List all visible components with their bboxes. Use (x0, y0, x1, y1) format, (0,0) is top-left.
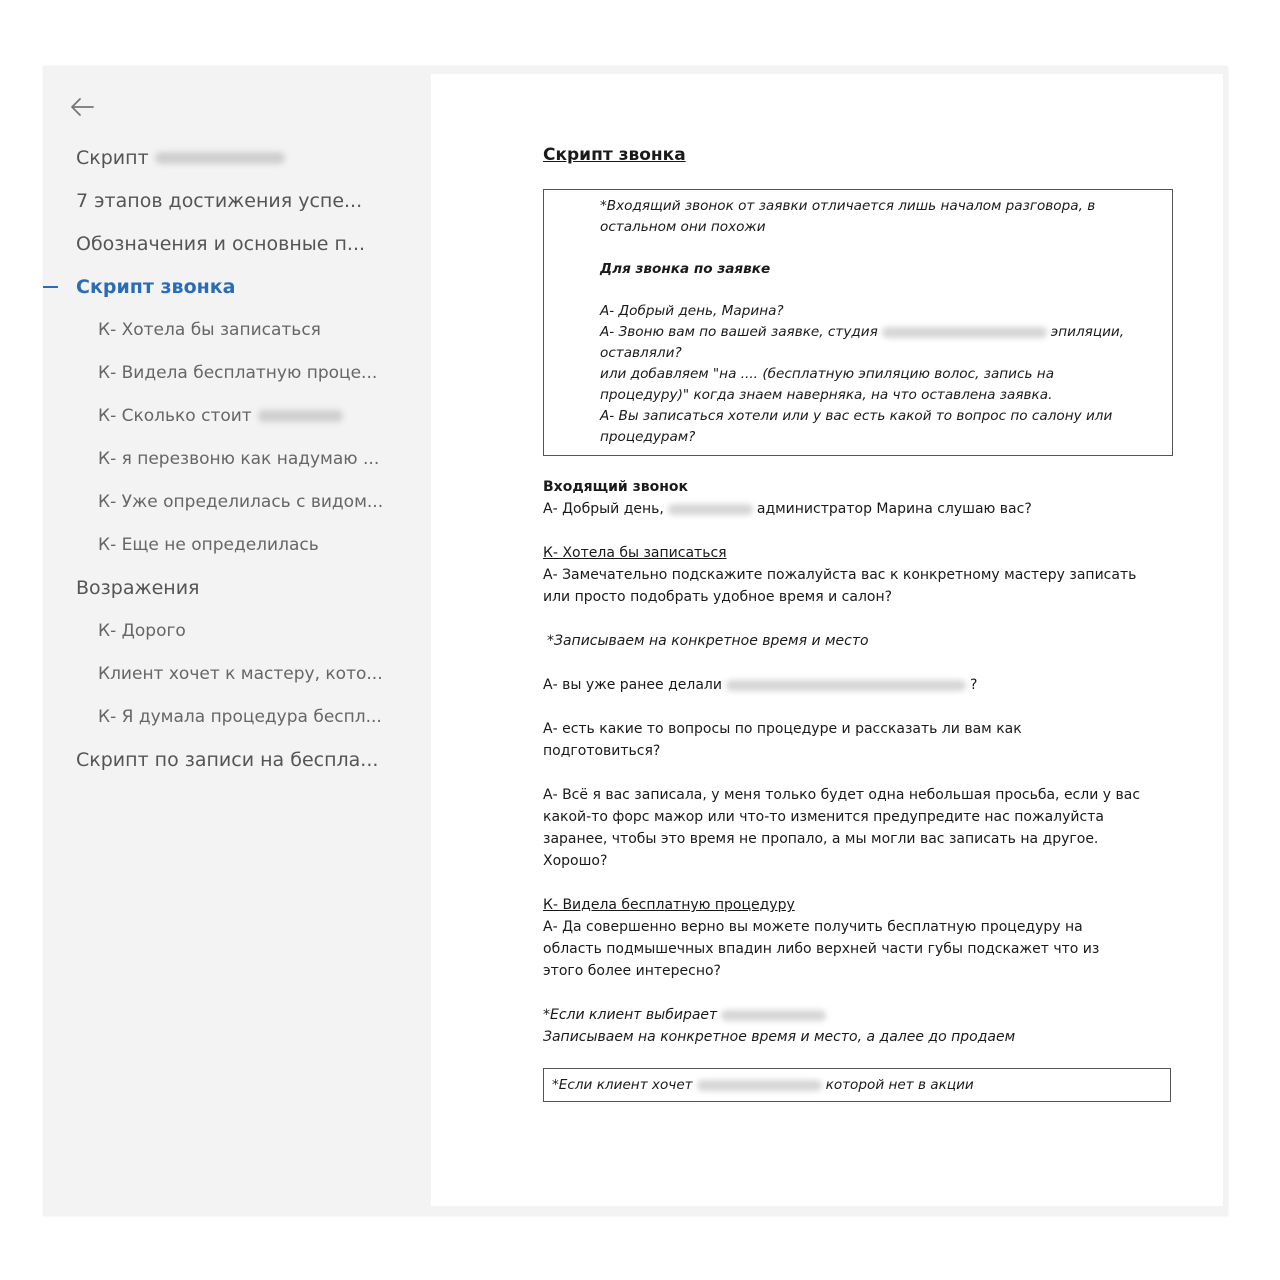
doc-text: ? (969, 677, 978, 693)
sidebar-outline (43, 66, 431, 1216)
doc-line: или просто подобрать удобное время и салон? (543, 589, 893, 605)
outline-item-label: Скрипт (76, 146, 149, 169)
outline-item-not-decided[interactable] (43, 523, 431, 566)
section-heading: Входящий звонок (543, 479, 688, 495)
outline-item-decided[interactable] (43, 480, 431, 523)
outline-item-objections[interactable] (43, 566, 431, 609)
doc-line: область подмышечных впадин либо верхней части губы подскажет что из (543, 941, 1100, 957)
doc-title: Скрипт звонка (543, 145, 686, 165)
outline-item-label: К- Сколько стоит (98, 405, 252, 426)
outline-item-label: К- Хотела бы записаться (98, 319, 321, 340)
outline-item-label: Скрипт по записи на беспла... (76, 748, 379, 771)
note-line: или добавляем "на .... (бесплатную эпиляцию волос, запись на (600, 366, 1055, 382)
note-line: А- Добрый день, Марина? (600, 303, 784, 319)
note-box (543, 189, 1173, 456)
outline-list (43, 136, 431, 781)
outline-item-label: Обозначения и основные п... (76, 232, 366, 255)
doc-text: которой нет в акции (825, 1077, 974, 1093)
note-line: процедурам? (600, 429, 696, 445)
section-heading: К- Видела бесплатную процедуру (543, 897, 795, 913)
doc-note: Записываем на конкретное время и место, а далее до продаем (543, 1029, 1016, 1045)
outline-item-label: 7 этапов достижения успе... (76, 189, 363, 212)
outline-item-label: К- Видела бесплатную проце... (98, 362, 378, 383)
redacted-text (668, 504, 753, 515)
note-line: А- Вы записаться хотели или у вас есть какой то вопрос по салону или (600, 408, 1113, 424)
note-text: А- Звоню вам по вашей заявке, студия (600, 324, 878, 340)
section-incoming (543, 476, 1173, 1048)
doc-text: А- Добрый день, (543, 501, 664, 517)
app-window (43, 66, 1228, 1216)
doc-line: Хорошо? (543, 853, 608, 869)
redacted-text (726, 680, 966, 691)
arrow-left-icon (69, 97, 95, 117)
outline-item-label: К- Уже определилась с видом... (98, 491, 384, 512)
outline-item-want-to-book[interactable] (43, 308, 431, 351)
doc-line: этого более интересно? (543, 963, 721, 979)
doc-line (543, 674, 1173, 696)
doc-line: заранее, чтобы это время не пропало, а мы могли вас записать на другое. (543, 831, 1099, 847)
doc-note (543, 1004, 1173, 1026)
doc-text: *Если клиент хочет (552, 1077, 693, 1093)
doc-note: *Записываем на конкретное время и место (547, 633, 869, 649)
outline-item-7-stages[interactable] (43, 179, 431, 222)
outline-item-label: Клиент хочет к мастеру, кото... (98, 663, 383, 684)
outline-item-notation[interactable] (43, 222, 431, 265)
back-button[interactable] (67, 94, 97, 120)
outline-item-label: К- Дорого (98, 620, 186, 641)
redacted-text (258, 410, 343, 422)
doc-text: администратор Марина слушаю вас? (756, 501, 1032, 517)
outline-item-thought-free[interactable] (43, 695, 431, 738)
outline-item-free-booking-script[interactable] (43, 738, 431, 781)
doc-line: какой-то форс мажор или что-то изменится предупредите нас пожалуйста (543, 809, 1104, 825)
note-line (600, 322, 1160, 343)
doc-line: А- Да совершенно верно вы можете получить бесплатную процедуру на (543, 919, 1083, 935)
outline-item-label: Скрипт звонка (76, 275, 236, 298)
doc-line: А- Всё я вас записала, у меня только будет одна небольшая просьба, если у вас (543, 787, 1141, 803)
note-line: остальном они похожи (600, 219, 766, 235)
note-line: процедуру)" когда знаем наверняка, на что оставлена заявка. (600, 387, 1053, 403)
outline-item-how-much[interactable] (43, 394, 431, 437)
outline-item-label: К- Я думала процедура беспл... (98, 706, 382, 727)
footnote-box (543, 1068, 1171, 1102)
doc-line: А- Замечательно подскажите пожалуйста вас к конкретному мастеру записать (543, 567, 1137, 583)
outline-item-label: Возражения (76, 576, 200, 599)
doc-line: А- есть какие то вопросы по процедуре и рассказать ли вам как (543, 721, 1022, 737)
section-heading: К- Хотела бы записаться (543, 545, 727, 561)
outline-item-master[interactable] (43, 652, 431, 695)
doc-line (543, 498, 1173, 520)
outline-item-label: К- Еще не определилась (98, 534, 319, 555)
note-text: эпиляции, (1050, 324, 1125, 340)
outline-item-label: К- я перезвоню как надумаю ... (98, 448, 380, 469)
doc-text: А- вы уже ранее делали (543, 677, 722, 693)
outline-item-saw-free[interactable] (43, 351, 431, 394)
active-indicator (43, 286, 58, 288)
document-content (543, 144, 1173, 1102)
redacted-text (697, 1080, 822, 1091)
doc-text: *Если клиент выбирает (543, 1007, 718, 1023)
redacted-text (155, 152, 285, 164)
note-line: *Входящий звонок от заявки отличается лишь началом разговора, в (600, 198, 1096, 214)
redacted-text (882, 327, 1047, 338)
outline-item-script[interactable] (43, 136, 431, 179)
outline-item-expensive[interactable] (43, 609, 431, 652)
outline-item-call-script[interactable] (43, 265, 431, 308)
note-line: оставляли? (600, 345, 682, 361)
outline-item-call-back[interactable] (43, 437, 431, 480)
doc-line: подготовиться? (543, 743, 661, 759)
document-page (431, 74, 1223, 1206)
note-heading: Для звонка по заявке (600, 261, 771, 277)
redacted-text (721, 1010, 826, 1021)
